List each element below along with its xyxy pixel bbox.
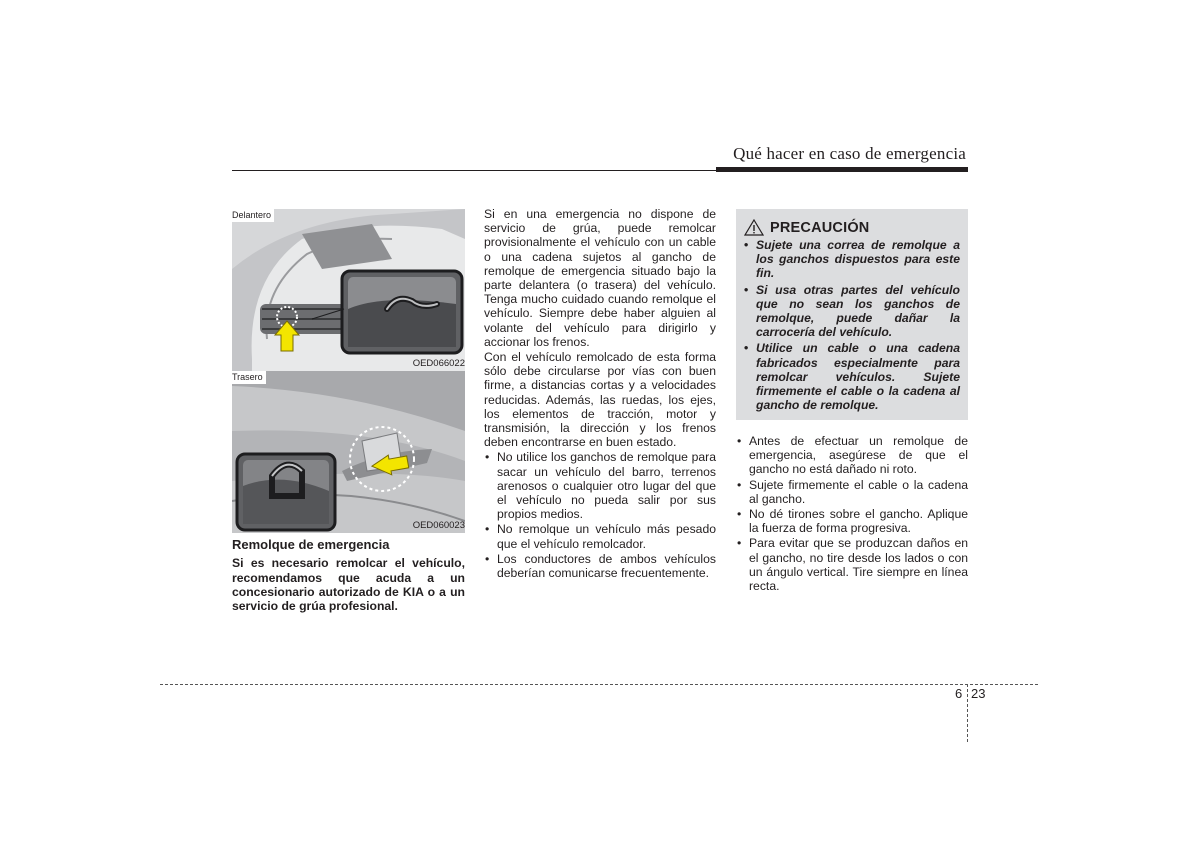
caution-list	[736, 238, 968, 412]
rear-car-illustration	[232, 371, 465, 533]
running-header: Qué hacer en caso de emergencia	[733, 144, 966, 163]
figure-front-tow-hook	[232, 209, 465, 371]
header-rule	[232, 170, 716, 171]
warning-triangle-icon	[744, 219, 764, 236]
paragraph: Con el vehículo remolcado de esta forma sólo debe circularse por vías con buen firme, a distancias cortas y a velocidades reducidas. Además, las ruedas, los ejes, los elementos de tracción, motor y transmisión, la dirección y los frenos deben encontrarse en buen estado.	[484, 350, 716, 450]
list-item: • Antes de efectuar un remolque de emergencia, asegúrese de que el gancho no está dañado ni roto.	[736, 434, 968, 477]
footer-divider	[967, 684, 968, 742]
figure-code: OED066022	[412, 358, 465, 369]
caution-box	[736, 209, 968, 420]
middle-column	[484, 207, 716, 581]
chapter-number: 6	[955, 686, 963, 701]
list-item: • Para evitar que se produzcan daños en el gancho, no tire desde los lados o con un ángulo vertical. Tire siempre en línea recta.	[736, 536, 968, 593]
caution-title: PRECAUCIÓN	[770, 219, 870, 236]
page-number: 23	[971, 686, 986, 701]
bullet-list	[484, 450, 716, 580]
paragraph: Si en una emergencia no dispone de servicio de grúa, puede remolcar provisionalmente el vehículo con un cable o una cadena sujetos al gancho de remolque de emergencia situado bajo la parte delantera (o trasera) del vehículo. Tenga mucho cuidado cuando remolque el vehículo. Siempre debe haber alguien al volante del vehículo para dirigirlo y accionar los frenos.	[484, 207, 716, 349]
list-item: • No dé tirones sobre el gancho. Aplique la fuerza de forma progresiva.	[736, 507, 968, 535]
list-item: • No utilice los ganchos de remolque para sacar un vehículo del barro, terrenos arenosos o cualquier otro lugar del que el vehículo no pueda salir por sus propios medios.	[484, 450, 716, 521]
footer-rule	[160, 684, 1038, 685]
list-item: • No remolque un vehículo más pesado que el vehículo remolcador.	[484, 522, 716, 550]
bullet-list	[736, 434, 968, 593]
caution-header	[736, 209, 968, 236]
section-intro: Si es necesario remolcar el vehículo, recomendamos que acuda a un concesionario autorizado de KIA o a un servicio de grúa profesional.	[232, 556, 465, 614]
figure-rear-tow-hook	[232, 371, 465, 533]
figure-label: Delantero	[232, 209, 274, 222]
section-heading: Remolque de emergencia	[232, 537, 390, 552]
header-rule-bar	[716, 167, 968, 172]
caution-item: • Utilice un cable o una cadena fabricados especialmente para remolcar vehículos. Sujete firmemente el cable o la cadena al gancho de remolque.	[744, 341, 960, 412]
front-car-illustration	[232, 209, 465, 371]
right-column	[736, 434, 968, 594]
caution-item: • Sujete una correa de remolque a los ganchos dispuestos para este fin.	[744, 238, 960, 281]
section-emergency-towing	[232, 538, 465, 614]
list-item: • Sujete firmemente el cable o la cadena al gancho.	[736, 478, 968, 506]
list-item: • Los conductores de ambos vehículos deberían comunicarse frecuentemente.	[484, 552, 716, 580]
figure-code: OED060023	[412, 520, 465, 531]
caution-item: • Si usa otras partes del vehículo que no sean los ganchos de remolque, puede dañar la carrocería del vehículo.	[744, 283, 960, 340]
figure-label: Trasero	[232, 371, 266, 384]
